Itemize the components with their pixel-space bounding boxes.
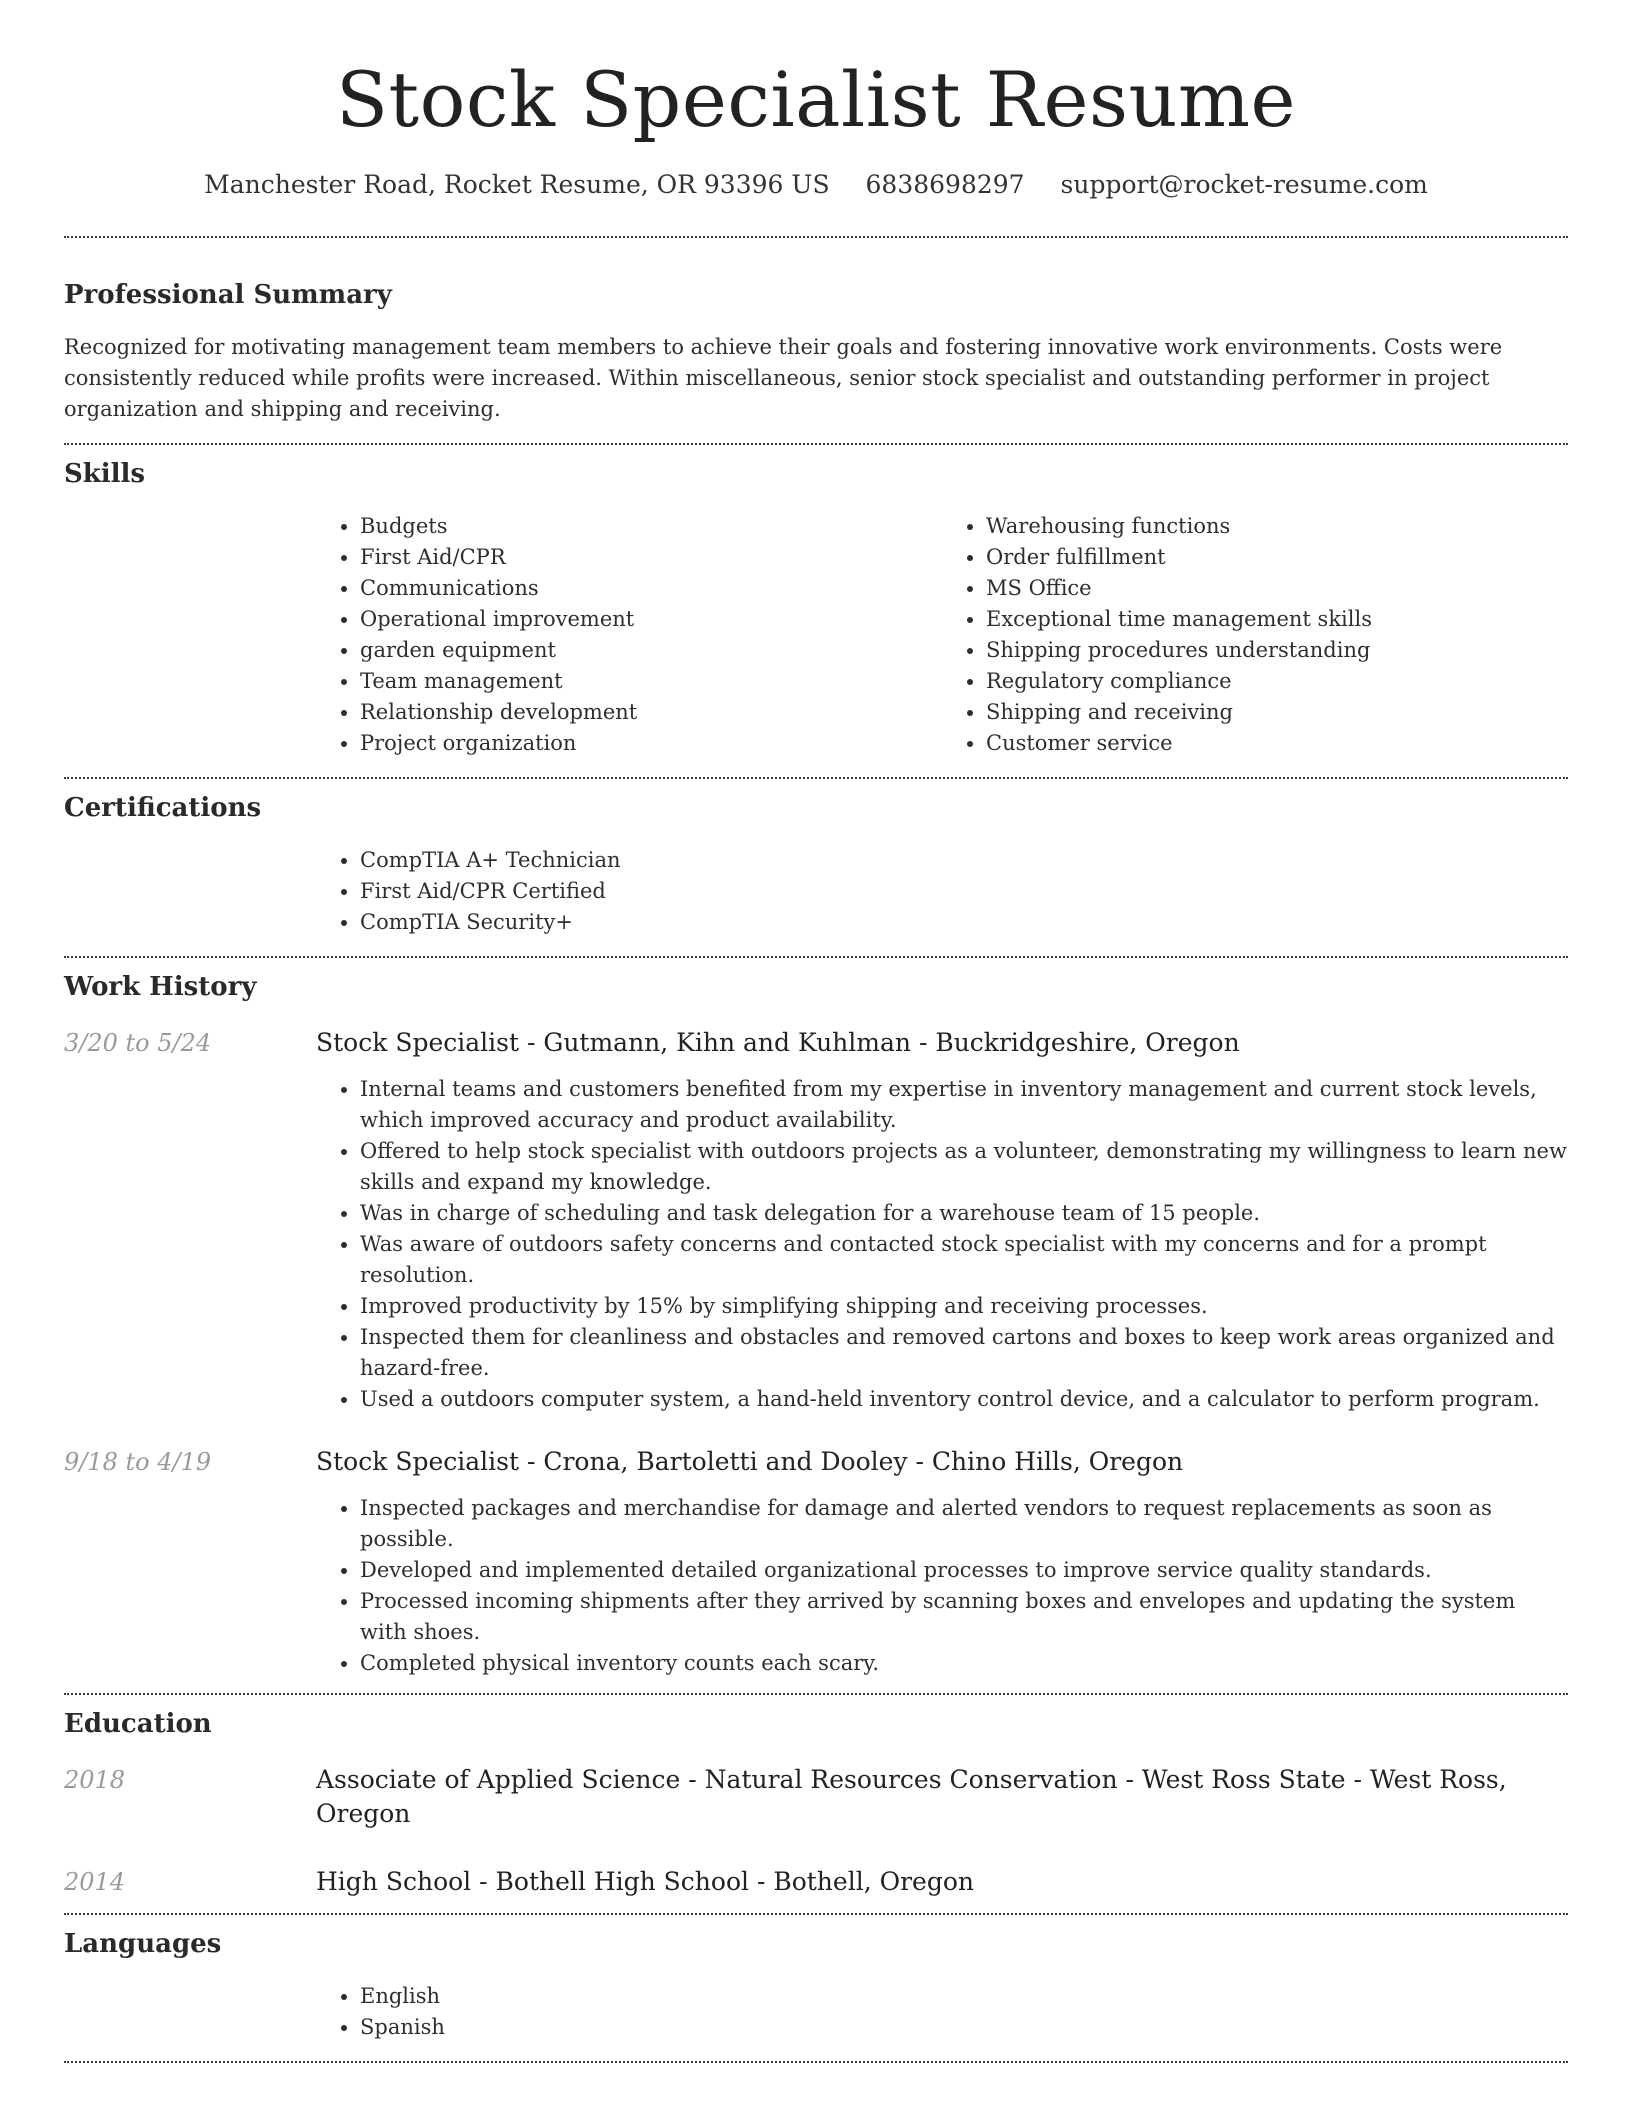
contact-phone: 6838698297 bbox=[865, 170, 1025, 199]
skills-heading: Skills bbox=[64, 459, 146, 489]
job-bullet: • Inspected packages and merchandise for damage and alerted vendors to request replacements as soon as possible. bbox=[360, 1493, 1568, 1555]
skills-grid bbox=[316, 511, 1568, 759]
certifications-section bbox=[64, 779, 1568, 956]
skill-item: • Shipping and receiving bbox=[986, 697, 1568, 728]
job-entry bbox=[64, 1445, 1568, 1679]
summary-heading: Professional Summary bbox=[64, 280, 392, 310]
skill-item: • First Aid/CPR bbox=[360, 542, 942, 573]
work-history-section bbox=[64, 958, 1568, 1693]
education-heading: Education bbox=[64, 1709, 212, 1739]
divider bbox=[64, 2061, 1568, 2063]
skill-item: • MS Office bbox=[986, 573, 1568, 604]
education-detail: Associate of Applied Science - Natural Resources Conservation - West Ross State - West Ross, Oregon bbox=[316, 1765, 1507, 1828]
job-body bbox=[316, 1026, 1568, 1415]
job-bullets bbox=[316, 1074, 1568, 1415]
languages-section bbox=[64, 1915, 1568, 2061]
skill-item: • garden equipment bbox=[360, 635, 942, 666]
languages-heading: Languages bbox=[64, 1929, 222, 1959]
contact-line bbox=[64, 168, 1568, 202]
skill-item: • Team management bbox=[360, 666, 942, 697]
job-bullet: • Was in charge of scheduling and task delegation for a warehouse team of 15 people. bbox=[360, 1198, 1568, 1229]
skill-item: • Exceptional time management skills bbox=[986, 604, 1568, 635]
certification-item: • First Aid/CPR Certified bbox=[360, 876, 1568, 907]
skill-item: • Project organization bbox=[360, 728, 942, 759]
skill-item: • Warehousing functions bbox=[986, 511, 1568, 542]
language-item: • Spanish bbox=[360, 2012, 1568, 2043]
education-detail: High School - Bothell High School - Bothell, Oregon bbox=[316, 1867, 974, 1896]
job-bullet: • Was aware of outdoors safety concerns and contacted stock specialist with my concerns and for a prompt resolution. bbox=[360, 1229, 1568, 1291]
certifications-heading: Certifications bbox=[64, 793, 262, 823]
skill-item: • Regulatory compliance bbox=[986, 666, 1568, 697]
skill-item: • Shipping procedures understanding bbox=[986, 635, 1568, 666]
job-bullet: • Developed and implemented detailed organizational processes to improve service quality standards. bbox=[360, 1555, 1568, 1586]
resume-title: Stock Specialist Resume bbox=[335, 55, 1296, 144]
education-entry bbox=[64, 1865, 1568, 1899]
summary-text: Recognized for motivating management team members to achieve their goals and fostering innovative work environments. Costs were consistently reduced while profits were increased. Within miscellaneous, senior stock specialist and outstanding performer in project organization and shipping and receiving. bbox=[64, 335, 1503, 421]
skill-item: • Communications bbox=[360, 573, 942, 604]
certification-item: • CompTIA Security+ bbox=[360, 907, 1568, 938]
job-bullet: • Internal teams and customers benefited from my expertise in inventory management and current stock levels, which improved accuracy and product availability. bbox=[360, 1074, 1568, 1136]
job-bullets bbox=[316, 1493, 1568, 1679]
certifications-list bbox=[316, 845, 1568, 938]
education-year: 2014 bbox=[64, 1868, 126, 1896]
job-entry bbox=[64, 1026, 1568, 1415]
job-title: Stock Specialist - Gutmann, Kihn and Kuhlman - Buckridgeshire, Oregon bbox=[316, 1028, 1240, 1057]
job-bullet: • Improved productivity by 15% by simplifying shipping and receiving processes. bbox=[360, 1291, 1568, 1322]
skills-section bbox=[64, 445, 1568, 777]
job-dates: 9/18 to 4/19 bbox=[64, 1448, 212, 1476]
skill-item: • Budgets bbox=[360, 511, 942, 542]
education-year: 2018 bbox=[64, 1766, 126, 1794]
skills-list-right bbox=[942, 511, 1568, 759]
job-dates: 3/20 to 5/24 bbox=[64, 1029, 212, 1057]
job-title: Stock Specialist - Crona, Bartoletti and Dooley - Chino Hills, Oregon bbox=[316, 1447, 1184, 1476]
job-bullet: • Inspected them for cleanliness and obstacles and removed cartons and boxes to keep work areas organized and hazard-free. bbox=[360, 1322, 1568, 1384]
languages-list bbox=[316, 1981, 1568, 2043]
certification-item: • CompTIA A+ Technician bbox=[360, 845, 1568, 876]
skill-item: • Relationship development bbox=[360, 697, 942, 728]
job-bullet: • Offered to help stock specialist with outdoors projects as a volunteer, demonstrating my willingness to learn new skills and expand my knowledge. bbox=[360, 1136, 1568, 1198]
contact-email: support@rocket-resume.com bbox=[1060, 170, 1428, 199]
skill-item: • Order fulfillment bbox=[986, 542, 1568, 573]
skills-list-left bbox=[316, 511, 942, 759]
summary-section bbox=[64, 238, 1568, 443]
education-section bbox=[64, 1695, 1568, 1913]
job-body bbox=[316, 1445, 1568, 1679]
education-entry bbox=[64, 1763, 1568, 1831]
job-bullet: • Completed physical inventory counts each scary. bbox=[360, 1648, 1568, 1679]
contact-address: Manchester Road, Rocket Resume, OR 93396 US bbox=[204, 170, 830, 199]
language-item: • English bbox=[360, 1981, 1568, 2012]
skill-item: • Operational improvement bbox=[360, 604, 942, 635]
skill-item: • Customer service bbox=[986, 728, 1568, 759]
job-bullet: • Used a outdoors computer system, a hand-held inventory control device, and a calculator to perform program. bbox=[360, 1384, 1568, 1415]
job-bullet: • Processed incoming shipments after they arrived by scanning boxes and envelopes and updating the system with shoes. bbox=[360, 1586, 1568, 1648]
work-history-heading: Work History bbox=[64, 972, 257, 1002]
